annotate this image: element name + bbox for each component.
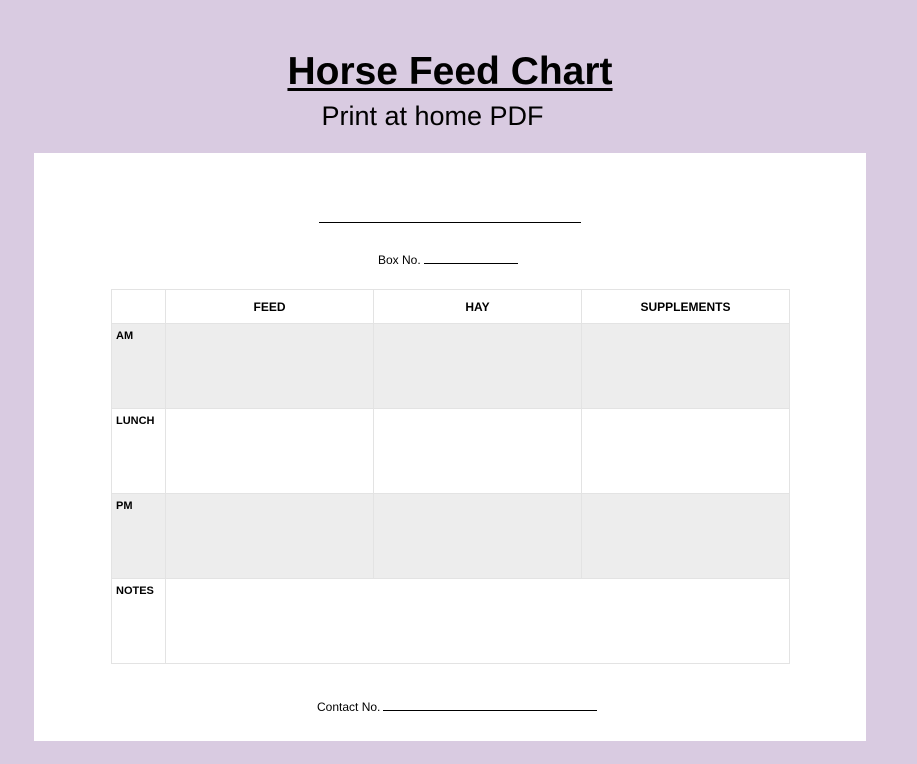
column-header-hay: HAY — [374, 290, 582, 324]
table-row-am — [112, 324, 790, 409]
row-label-cell — [112, 579, 166, 664]
box-number-blank — [424, 253, 518, 264]
row-label-cell — [112, 494, 166, 579]
row-label: NOTES — [116, 585, 154, 597]
printable-sheet — [34, 153, 866, 741]
column-header-feed: FEED — [166, 290, 374, 324]
page-title: Horse Feed Chart — [287, 50, 613, 93]
row-label: PM — [116, 500, 133, 512]
hay-cell — [374, 409, 582, 494]
contact-number-field — [317, 700, 597, 714]
table-row-notes — [112, 579, 790, 664]
hay-cell — [374, 324, 582, 409]
notes-cell — [166, 579, 790, 664]
row-label: LUNCH — [116, 415, 155, 427]
row-label-cell — [112, 324, 166, 409]
hay-cell — [374, 494, 582, 579]
box-number-field — [378, 253, 518, 267]
contact-number-blank — [383, 700, 597, 711]
feed-table — [111, 289, 790, 664]
supplements-cell — [582, 494, 790, 579]
column-header-corner — [112, 290, 166, 324]
box-number-label: Box No. — [378, 253, 421, 267]
page-subtitle: Print at home PDF — [321, 101, 544, 131]
supplements-cell — [582, 409, 790, 494]
row-label: AM — [116, 330, 134, 342]
feed-cell — [166, 409, 374, 494]
table-row-lunch — [112, 409, 790, 494]
table-row-pm — [112, 494, 790, 579]
table-header-row — [112, 290, 790, 324]
contact-number-label: Contact No. — [317, 700, 381, 714]
feed-cell — [166, 324, 374, 409]
horse-name-line — [319, 222, 581, 223]
column-header-supplements: SUPPLEMENTS — [582, 290, 790, 324]
row-label-cell — [112, 409, 166, 494]
feed-cell — [166, 494, 374, 579]
supplements-cell — [582, 324, 790, 409]
